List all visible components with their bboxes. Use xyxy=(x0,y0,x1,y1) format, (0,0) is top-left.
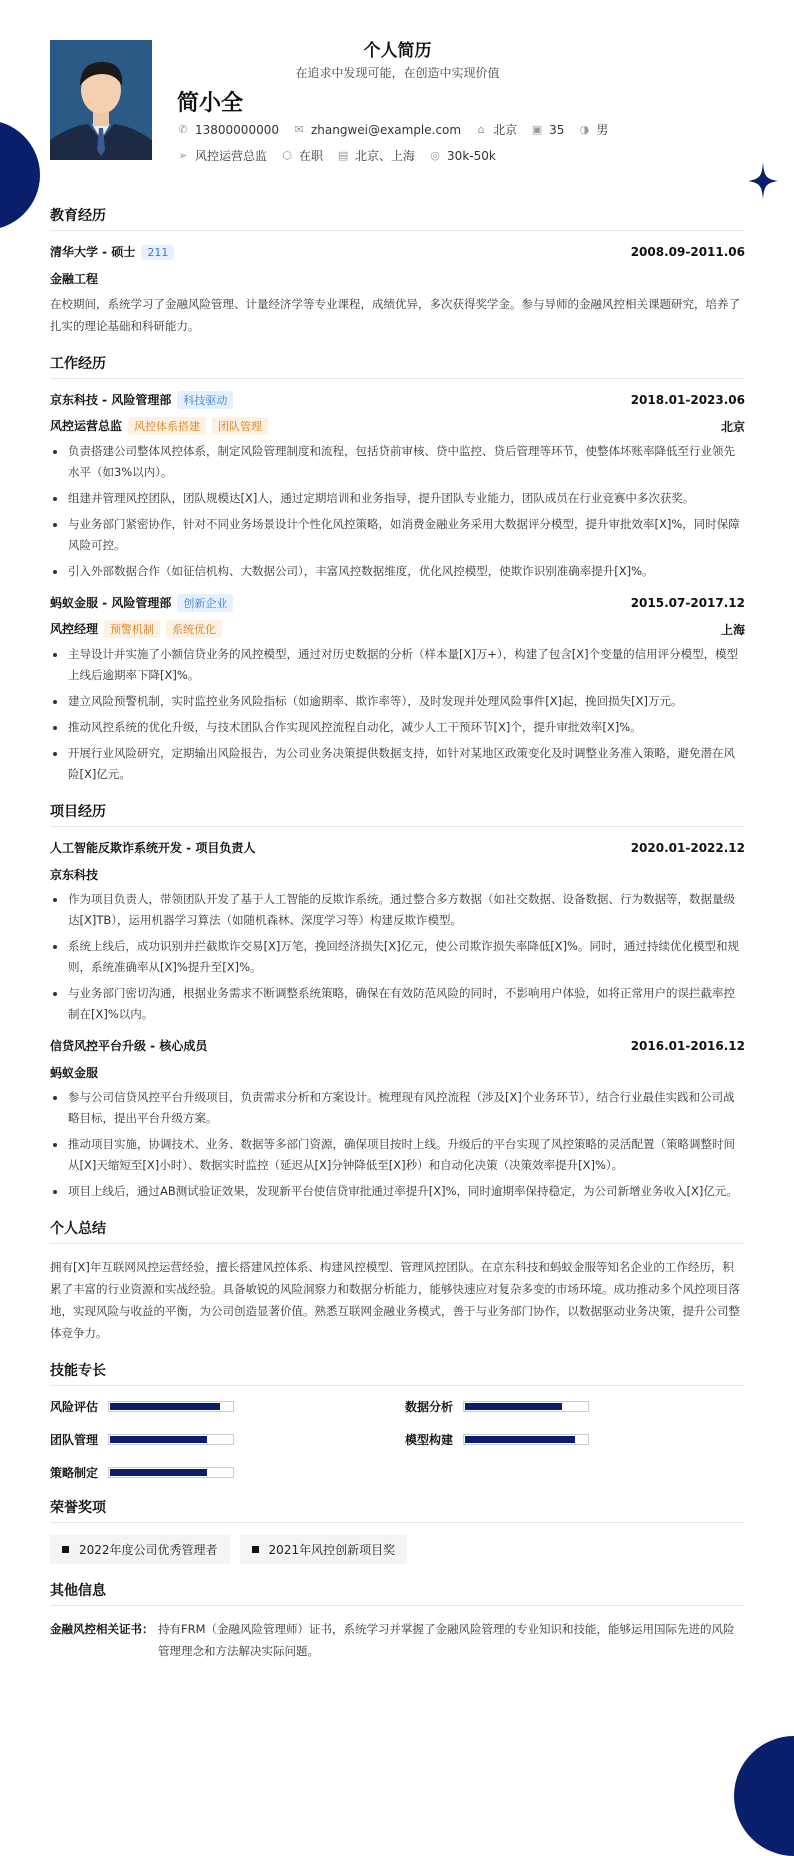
skill-bar xyxy=(463,1434,589,1445)
work-location: 上海 xyxy=(720,622,745,637)
education-item-header xyxy=(50,243,745,260)
skill-bar-fill xyxy=(110,1403,220,1410)
work-location: 北京 xyxy=(720,419,745,434)
role-tag: 团队管理 xyxy=(212,417,268,435)
phone-icon: ✆ xyxy=(178,122,188,136)
certificate-text: 持有FRM（金融风险管理师）证书，系统学习并掌握了金融风险管理的专业知识和技能，能够运用国际先进的风险管理理念和方法解决实际问题。 xyxy=(158,1622,735,1658)
project-company: 京东科技 xyxy=(50,868,99,882)
job-role: 风控运营总监 xyxy=(50,419,123,433)
resume-page xyxy=(50,0,745,1662)
company-name: 蚂蚁金服 - 风险管理部 xyxy=(50,596,172,610)
company-tag: 创新企业 xyxy=(177,594,233,612)
awards-list xyxy=(50,1535,745,1564)
skill-item xyxy=(50,1431,405,1448)
expected-salary: 30k-50k xyxy=(447,148,496,163)
section-title: 个人总结 xyxy=(50,1218,745,1244)
skill-bar xyxy=(108,1401,234,1412)
list-item: 引入外部数据合作（如征信机构、大数据公司），丰富风控数据维度，优化风控模型，使欺诈识别准确率提升[X]%。 xyxy=(50,561,745,582)
gender: 男 xyxy=(596,123,609,137)
skill-name: 模型构建 xyxy=(405,1433,454,1447)
school-name: 清华大学 - 硕士 xyxy=(50,245,136,259)
skill-item xyxy=(405,1398,745,1415)
email-address[interactable]: zhangwei@example.com xyxy=(310,122,462,137)
send-icon: ➢ xyxy=(178,148,188,162)
project-bullets xyxy=(50,1087,745,1202)
award-square-icon xyxy=(62,1546,69,1553)
skill-bar-fill xyxy=(110,1436,207,1443)
list-item: 项目上线后，通过AB测试验证效果，发现新平台使信贷审批通过率提升[X]%，同时逾期率保持稳定，为公司新增业务收入[X]亿元。 xyxy=(50,1181,745,1202)
list-item: 推动项目实施，协调技术、业务、数据等多部门资源，确保项目按时上线。升级后的平台实现了风控策略的灵活配置（策略调整时间从[X]天缩短至[X]小时）、数据实时监控（延迟从[X]分钟降低至[X]秒）和自动化决策（决策效率提升[X]%）。 xyxy=(50,1134,745,1176)
list-item: 作为项目负责人，带领团队开发了基于人工智能的反欺诈系统。通过整合多方数据（如社交数据、设备数据、行为数据等，数据量级达[X]TB），运用机器学习算法（如随机森林、深度学习等）构建反欺诈模型。 xyxy=(50,889,745,931)
education-date: 2008.09-2011.06 xyxy=(630,244,745,259)
list-item: 参与公司信贷风控平台升级项目，负责需求分析和方案设计。梳理现有风控流程（涉及[X]个业务环节），结合行业最佳实践和公司战略目标，提出平台升级方案。 xyxy=(50,1087,745,1129)
calendar-icon: ▣ xyxy=(531,122,543,136)
role-tag: 系统优化 xyxy=(166,620,222,638)
list-item: 系统上线后，成功识别并拦截欺诈交易[X]万笔，挽回经济损失[X]亿元，使公司欺诈损失率降低[X]%。同时，通过持续优化模型和规则，系统准确率从[X]%提升至[X]%。 xyxy=(50,936,745,978)
list-item: 与业务部门紧密协作，针对不同业务场景设计个性化风控策略，如消费金融业务采用大数据评分模型，提升审批效率[X]%，同时保障风险可控。 xyxy=(50,514,745,556)
project-date: 2016.01-2016.12 xyxy=(630,1038,745,1053)
building-icon: ▤ xyxy=(337,148,349,162)
certificate-label: 金融风控相关证书： xyxy=(50,1622,154,1636)
section-title: 项目经历 xyxy=(50,801,745,827)
skill-bar xyxy=(108,1467,234,1478)
resume-header xyxy=(50,0,745,205)
decor-circle-left xyxy=(0,120,40,230)
award-item xyxy=(50,1535,230,1564)
role-tag: 预警机制 xyxy=(104,620,160,638)
skill-item xyxy=(50,1398,405,1415)
skill-item xyxy=(50,1464,405,1481)
work-section xyxy=(50,353,745,785)
resume-title: 个人简历 xyxy=(363,41,432,61)
education-description: 在校期间，系统学习了金融风险管理、计量经济学等专业课程，成绩优异，多次获得奖学金。参与导师的金融风控相关课题研究，培养了扎实的理论基础和科研能力。 xyxy=(50,297,740,333)
skills-section xyxy=(50,1360,745,1481)
list-item: 建立风险预警机制，实时监控业务风险指标（如逾期率、欺诈率等），及时发现并处理风险事件[X]起，挽回损失[X]万元。 xyxy=(50,691,745,712)
section-title: 技能专长 xyxy=(50,1360,745,1386)
award-label: 2021年风控创新项目奖 xyxy=(268,1543,396,1557)
list-item: 组建并管理风控团队，团队规模达[X]人，通过定期培训和业务指导，提升团队专业能力，团队成员在行业竞赛中多次获奖。 xyxy=(50,488,745,509)
section-title: 教育经历 xyxy=(50,205,745,231)
contact-row xyxy=(177,121,622,138)
skill-bar-fill xyxy=(110,1469,207,1476)
projects-section xyxy=(50,801,745,1202)
city: 北京 xyxy=(493,123,518,137)
school-tag: 211 xyxy=(141,245,174,260)
work-date: 2018.01-2023.06 xyxy=(630,393,745,407)
work-item xyxy=(50,594,745,785)
skill-bar xyxy=(108,1434,234,1445)
decor-circle-right xyxy=(734,1736,794,1856)
project-company: 蚂蚁金服 xyxy=(50,1066,99,1080)
project-name: 信贷风控平台升级 - 核心成员 xyxy=(50,1039,208,1053)
award-square-icon xyxy=(252,1546,259,1553)
project-name: 人工智能反欺诈系统开发 - 项目负责人 xyxy=(50,841,256,855)
project-bullets xyxy=(50,889,745,1025)
education-section xyxy=(50,205,745,337)
award-label: 2022年度公司优秀管理者 xyxy=(79,1543,218,1557)
section-title: 其他信息 xyxy=(50,1580,745,1606)
list-item: 推动风控系统的优化升级，与技术团队合作实现风控流程自动化，减少人工干预环节[X]个，提升审批效率[X]%。 xyxy=(50,717,745,738)
phone-number[interactable]: 13800000000 xyxy=(195,122,279,137)
other-section xyxy=(50,1580,745,1662)
mail-icon: ✉ xyxy=(294,122,304,136)
company-tag: 科技驱动 xyxy=(177,391,233,409)
job-role: 风控经理 xyxy=(50,622,99,636)
section-title: 荣誉奖项 xyxy=(50,1497,745,1523)
target-position: 风控运营总监 xyxy=(195,149,268,163)
home-icon: ⌂ xyxy=(477,122,485,136)
salary-icon: ◎ xyxy=(430,148,440,162)
employment-status: 在职 xyxy=(299,149,324,163)
status-icon: ⬡ xyxy=(282,148,292,162)
work-date: 2015.07-2017.12 xyxy=(630,596,745,610)
project-item xyxy=(50,1037,745,1202)
skill-bar xyxy=(463,1401,589,1412)
list-item: 负责搭建公司整体风控体系，制定风险管理制度和流程，包括贷前审核、贷中监控、贷后管理等环节，使整体坏账率降低至行业领先水平（如3%以内）。 xyxy=(50,441,745,483)
awards-section xyxy=(50,1497,745,1564)
summary-text: 拥有[X]年互联网风控运营经验，擅长搭建风控体系、构建风控模型、管理风控团队。在京东科技和蚂蚁金服等知名企业的工作经历，积累了丰富的行业资源和实战经验。具备敏锐的风险洞察力和数据分析能力，能够快速应对复杂多变的市场环境。成功推动多个风控项目落地，实现风险与收益的平衡，为公司创造显著价值。熟悉互联网金融业务模式，善于与业务部门协作，以数据驱动业务决策，提升公司整体竞争力。 xyxy=(50,1260,740,1340)
gender-icon: ◑ xyxy=(579,122,590,136)
list-item: 主导设计并实施了小额信贷业务的风控模型，通过对历史数据的分析（样本量[X]万+），构建了包含[X]个变量的信用评分模型，模型上线后逾期率下降[X]%。 xyxy=(50,644,745,686)
skill-name: 风险评估 xyxy=(50,1400,99,1414)
skill-name: 团队管理 xyxy=(50,1433,99,1447)
resume-motto: 在追求中发现可能，在创造中实现价值 xyxy=(295,66,500,80)
skill-name: 数据分析 xyxy=(405,1400,454,1414)
skills-grid xyxy=(50,1398,745,1481)
work-bullets xyxy=(50,441,745,582)
candidate-name: 简小全 xyxy=(177,91,244,116)
project-item xyxy=(50,839,745,1025)
company-name: 京东科技 - 风险管理部 xyxy=(50,393,172,407)
section-title: 工作经历 xyxy=(50,353,745,379)
major: 金融工程 xyxy=(50,272,99,286)
list-item: 与业务部门密切沟通，根据业务需求不断调整系统策略，确保在有效防范风险的同时，不影响用户体验，如将正常用户的误拦截率控制在[X]%以内。 xyxy=(50,983,745,1025)
skill-item xyxy=(405,1431,745,1448)
work-bullets xyxy=(50,644,745,785)
expected-city: 北京、上海 xyxy=(355,149,416,163)
age: 35 xyxy=(549,122,565,137)
award-item xyxy=(240,1535,408,1564)
other-info-row xyxy=(50,1618,745,1662)
skill-name: 策略制定 xyxy=(50,1466,99,1480)
sparkle-star-icon xyxy=(748,162,778,200)
project-date: 2020.01-2022.12 xyxy=(630,840,745,855)
skill-bar-fill xyxy=(465,1436,575,1443)
work-item xyxy=(50,391,745,582)
skill-bar-fill xyxy=(465,1403,562,1410)
list-item: 开展行业风险研究，定期输出风险报告，为公司业务决策提供数据支持，如针对某地区政策变化及时调整业务准入策略，避免潜在风险[X]亿元。 xyxy=(50,743,745,785)
role-tag: 风控体系搭建 xyxy=(128,417,206,435)
job-intent-row xyxy=(177,147,510,164)
summary-section xyxy=(50,1218,745,1344)
